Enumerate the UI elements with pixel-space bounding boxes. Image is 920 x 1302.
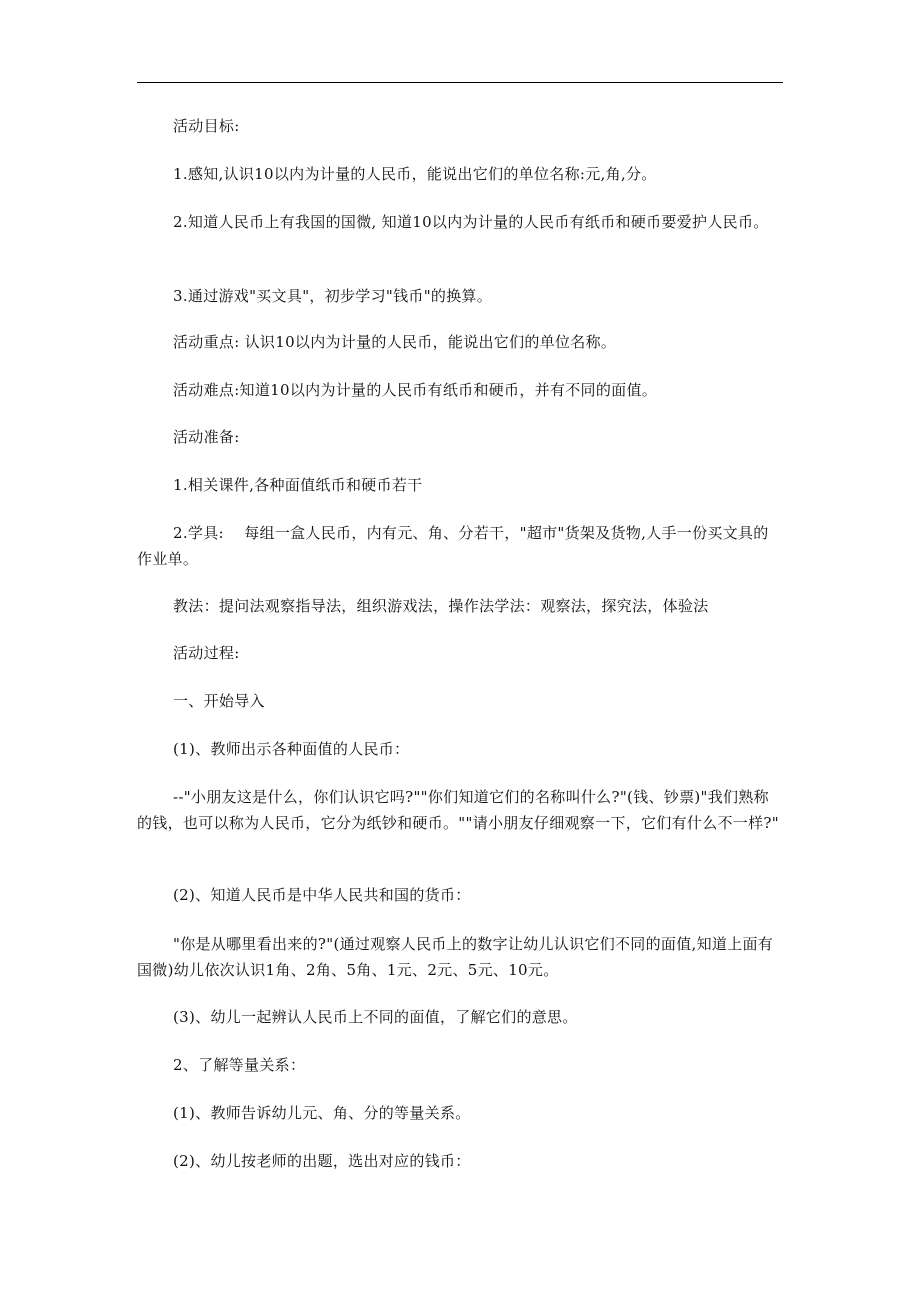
paragraph: 2.学具: 每组一盒人民币，内有元、角、分若干，"超市"货架及货物,人手一份买文具的作业单。 [137,524,769,568]
paragraph: 1.相关课件,各种面值纸币和硬币若干 [173,476,423,494]
paragraph: (2)、知道人民币是中华人民共和国的货币： [173,886,471,904]
paragraph: --"小朋友这是什么，你们认识它吗?""你们知道它们的名称叫什么?"(钱、钞票)"我们熟称的钱，也可以称为人民币，它分为纸钞和硬币。""请小朋友仔细观察一下，它们有什么不一样?" [137,788,779,832]
header-rule [137,82,783,83]
paragraph: 活动过程: [173,644,240,662]
paragraph: 一、开始导入 [173,692,265,710]
paragraph: 活动目标: [173,117,240,135]
paragraph: 2.知道人民币上有我国的国微, 知道10以内为计量的人民币有纸币和硬币要爱护人民币。 [173,213,769,231]
paragraph: 2、了解等量关系： [173,1056,306,1074]
paragraph: 活动难点:知道10以内为计量的人民币有纸币和硬币，并有不同的面值。 [173,381,658,399]
paragraph: 教法：提问法观察指导法，组织游戏法，操作法学法：观察法，探究法，体验法 [173,597,709,615]
paragraph: 活动重点: 认识10以内为计量的人民币，能说出它们的单位名称。 [173,333,617,351]
paragraph: 1.感知,认识10以内为计量的人民币，能说出它们的单位名称:元,角,分。 [173,165,657,183]
paragraph: (1)、教师告诉幼儿元、角、分的等量关系。 [173,1104,471,1122]
paragraph: (1)、教师出示各种面值的人民币： [173,740,410,758]
paragraph: (2)、幼儿按老师的出题，选出对应的钱币： [173,1152,471,1170]
paragraph: 活动准备: [173,428,240,446]
paragraph: "你是从哪里看出来的?"(通过观察人民币上的数字让幼儿认识它们不同的面值,知道上面有国微)幼儿依次认识1角、2角、5角、1元、2元、5元、10元。 [137,935,774,979]
paragraph: 3.通过游戏"买文具"，初步学习"钱币"的换算。 [173,287,493,305]
paragraph: (3)、幼儿一起辨认人民币上不同的面值，了解它们的意思。 [173,1008,578,1026]
